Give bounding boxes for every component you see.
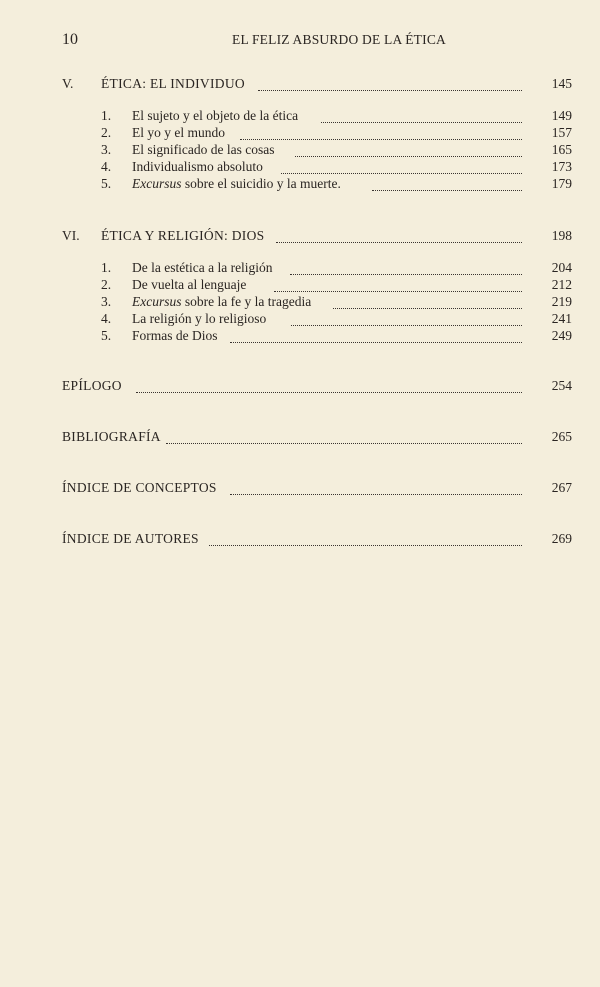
section-title: La religión y lo religioso [132, 311, 267, 326]
toc-bibliography [0, 428, 600, 446]
entry-page: 267 [551, 480, 572, 495]
section-number: 5. [101, 176, 112, 191]
section-number: 2. [101, 125, 112, 140]
toc-chapter-vi [0, 227, 600, 245]
section-page: 179 [551, 176, 572, 191]
page-header [62, 31, 570, 51]
leader-dots [230, 476, 522, 495]
leader-dots [230, 324, 522, 343]
chapter-numeral: V. [62, 76, 74, 91]
entry-title: EPÍLOGO [62, 378, 122, 393]
section-title: Excursus sobre la fe y la tragedia [132, 294, 312, 309]
section-page: 149 [551, 108, 572, 123]
leader-dots [166, 425, 522, 444]
section-page: 173 [551, 159, 572, 174]
section-page: 241 [551, 311, 572, 326]
leader-dots [372, 172, 522, 191]
leader-dots [209, 527, 522, 546]
section-title: De vuelta al lenguaje [132, 277, 247, 292]
section-number: 4. [101, 311, 112, 326]
toc-chapter-v [0, 75, 600, 93]
chapter-page: 198 [551, 228, 572, 243]
page-number: 10 [62, 31, 78, 48]
section-page: 157 [551, 125, 572, 140]
section-number: 4. [101, 159, 112, 174]
running-title: EL FELIZ ABSURDO DE LA ÉTICA [232, 32, 446, 47]
section-title: Individualismo absoluto [132, 159, 263, 174]
section-title: El significado de las cosas [132, 142, 275, 157]
leader-dots [258, 72, 522, 91]
chapter-numeral: VI. [62, 228, 80, 243]
section-title: El sujeto y el objeto de la ética [132, 108, 299, 123]
toc-concept-index [0, 479, 600, 497]
section-title: Excursus sobre el suicidio y la muerte. [132, 176, 341, 191]
section-number: 3. [101, 294, 112, 309]
leader-dots [276, 224, 522, 243]
entry-title: BIBLIOGRAFÍA [62, 429, 161, 444]
section-page: 249 [551, 328, 572, 343]
section-title: De la estética a la religión [132, 260, 273, 275]
entry-page: 269 [551, 531, 572, 546]
section-number: 3. [101, 142, 112, 157]
toc-author-index [0, 530, 600, 548]
section-number: 2. [101, 277, 112, 292]
chapter-title: ÉTICA: EL INDIVIDUO [101, 76, 245, 91]
entry-page: 254 [551, 378, 572, 393]
entry-page: 265 [551, 429, 572, 444]
leader-dots [136, 374, 522, 393]
entry-title: ÍNDICE DE CONCEPTOS [62, 480, 217, 495]
chapter-page: 145 [551, 76, 572, 91]
section-number: 5. [101, 328, 112, 343]
section-number: 1. [101, 260, 112, 275]
section-page: 204 [551, 260, 572, 275]
section-title: El yo y el mundo [132, 125, 225, 140]
section-page: 212 [551, 277, 572, 292]
section-page: 165 [551, 142, 572, 157]
toc-section [0, 327, 600, 345]
section-page: 219 [551, 294, 572, 309]
section-title: Formas de Dios [132, 328, 218, 343]
entry-title: ÍNDICE DE AUTORES [62, 531, 199, 546]
toc-section [0, 175, 600, 193]
chapter-title: ÉTICA Y RELIGIÓN: DIOS [101, 228, 265, 243]
toc-epilogue [0, 377, 600, 395]
section-number: 1. [101, 108, 112, 123]
